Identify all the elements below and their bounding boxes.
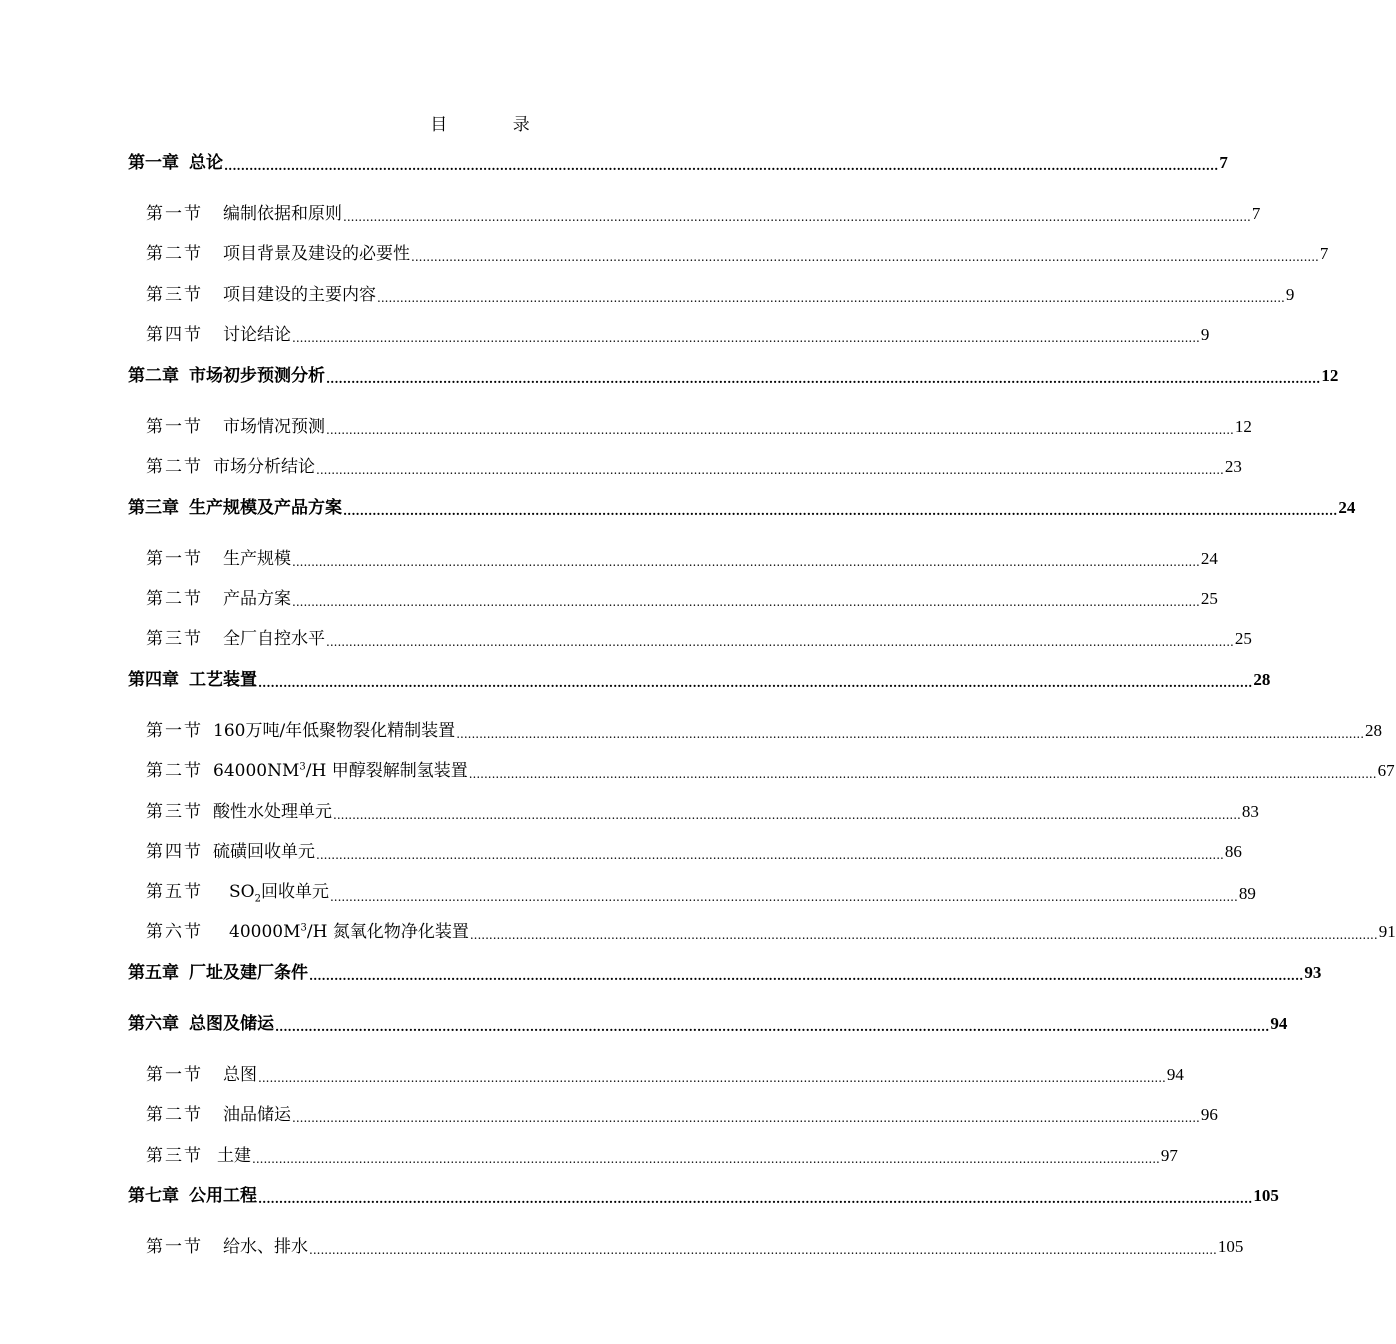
chapter-number: 第三章 [128,498,179,518]
section-number: 第一节 [146,417,203,437]
toc-chapter-1 [128,148,1228,173]
toc-chapter-3 [128,493,1356,518]
chapter-title: 总图及储运 [189,1014,274,1034]
page-number: 25 [1234,629,1252,648]
page-number: 89 [1238,884,1256,904]
leader-dots: .............................................................................................................................................................................................................................................. [292,331,1200,345]
section-title: 油品储运 [223,1105,291,1125]
page-number: 7 [1219,153,1228,172]
section-title: $64000NM^3/H$ 甲醇裂解制氢装置 [213,761,468,781]
section-number: 第二节 [146,244,203,264]
leader-dots: .............................................................................................................................................................................................................................................. [275,1020,1270,1034]
leader-dots: .............................................................................................................................................................................................................................................. [469,928,1378,942]
page-number: 96 [1200,1105,1218,1124]
page-number: 23 [1224,457,1242,476]
leader-dots: .............................................................................................................................................................................................................................................. [326,635,1234,649]
section-title: 酸性水处理单元 [213,802,332,822]
page-number: 7 [1251,204,1261,223]
page-number: 9 [1285,285,1295,304]
section-number: 第二节 [146,1105,203,1125]
page-number: 24 [1200,549,1218,568]
toc-chapter-7 [128,1181,1279,1206]
section-title: 项目背景及建设的必要性 [223,244,410,264]
toc-section [146,280,1295,305]
chapter-title: 总论 [189,153,223,173]
leader-dots: .............................................................................................................................................................................................................................................. [326,372,1321,386]
toc-section [146,1100,1218,1125]
page-number: 93 [1304,963,1322,982]
section-number: 第一节 [146,549,203,569]
toc-section [146,320,1210,345]
section-number: 第五节 [146,882,203,902]
leader-dots: .............................................................................................................................................................................................................................................. [343,210,1251,224]
section-number: 第一节 [146,204,203,224]
leader-dots: .............................................................................................................................................................................................................................................. [468,767,1377,781]
leader-dots: .............................................................................................................................................................................................................................................. [258,1192,1253,1206]
page-number: 105 [1253,1186,1279,1205]
toc-section [146,716,1383,741]
chapter-number: 第七章 [128,1186,179,1206]
toc-section [146,239,1329,264]
section-title: 项目建设的主要内容 [223,285,376,305]
section-number: 第三节 [146,629,203,649]
toc-title: 目 录 [430,115,560,135]
toc-section [146,797,1259,822]
chapter-title: 市场初步预测分析 [189,366,325,386]
chapter-title: 厂址及建厂条件 [189,963,308,983]
toc-chapter-5 [128,958,1322,983]
section-number: 第四节 [146,325,203,345]
leader-dots: .............................................................................................................................................................................................................................................. [309,969,1304,983]
page-number: 94 [1270,1014,1288,1033]
leader-dots: .............................................................................................................................................................................................................................................. [456,727,1365,741]
leader-dots: .............................................................................................................................................................................................................................................. [252,1152,1160,1166]
chapter-title: 工艺装置 [189,670,257,690]
section-title: 生产规模 [223,549,291,569]
leader-dots: .............................................................................................................................................................................................................................................. [329,890,1238,905]
leader-dots: .............................................................................................................................................................................................................................................. [292,555,1200,569]
section-title: 市场情况预测 [223,417,325,437]
section-title: 硫磺回收单元 [213,842,315,862]
toc-section [146,917,1396,942]
section-number: 第六节 [146,922,203,942]
leader-dots: .............................................................................................................................................................................................................................................. [411,250,1319,264]
chapter-title: 公用工程 [189,1186,257,1206]
toc-section [146,584,1218,609]
section-title: 160万吨/年低聚物裂化精制装置 [213,721,456,741]
page-number: 67 [1377,761,1395,780]
section-title: 土建 [217,1146,251,1166]
toc-section [146,837,1242,862]
chapter-number: 第五章 [128,963,179,983]
page-number: 105 [1217,1237,1244,1256]
leader-dots: .............................................................................................................................................................................................................................................. [316,848,1224,862]
leader-dots: .............................................................................................................................................................................................................................................. [224,159,1219,173]
section-number: 第一节 [146,721,203,741]
leader-dots: .............................................................................................................................................................................................................................................. [316,463,1224,477]
toc-section [146,1060,1184,1085]
page-number: 28 [1365,721,1383,740]
chapter-number: 第一章 [128,153,179,173]
toc-section [146,1141,1178,1166]
leader-dots: .............................................................................................................................................................................................................................................. [292,1111,1200,1125]
page-number: 91 [1378,922,1396,941]
page-number: 24 [1338,498,1356,517]
toc-section [146,624,1252,649]
toc-section [146,756,1395,781]
toc-section [146,199,1261,224]
page-number: 28 [1253,670,1271,689]
toc-section [146,1232,1244,1257]
page-number: 94 [1166,1065,1184,1084]
page-number: 12 [1321,366,1339,385]
toc-section [146,877,1256,905]
leader-dots: .............................................................................................................................................................................................................................................. [377,291,1285,305]
page-number: 97 [1160,1146,1178,1165]
section-title: 讨论结论 [223,325,291,345]
page-number: 12 [1234,417,1252,436]
toc-chapter-6 [128,1009,1288,1034]
chapter-number: 第二章 [128,366,179,386]
section-title: 全厂自控水平 [223,629,325,649]
toc-section [146,544,1218,569]
section-number: 第二节 [146,457,203,477]
section-number: 第三节 [146,285,203,305]
page-number: 86 [1224,842,1242,861]
page-number: 83 [1241,802,1259,821]
section-title: 给水、排水 [223,1237,308,1257]
section-title: 总图 [223,1065,257,1085]
section-number: 第三节 [146,1146,203,1166]
toc-chapter-4 [128,665,1271,690]
leader-dots: .............................................................................................................................................................................................................................................. [333,808,1241,822]
leader-dots: .............................................................................................................................................................................................................................................. [258,676,1253,690]
page-number: 9 [1200,325,1210,344]
section-number: 第二节 [146,761,203,781]
section-number: 第一节 [146,1065,203,1085]
page-number: 7 [1319,244,1329,263]
section-number: 第二节 [146,589,203,609]
section-number: 第四节 [146,842,203,862]
section-number: 第一节 [146,1237,203,1257]
section-title: 产品方案 [223,589,291,609]
page-number: 25 [1200,589,1218,608]
leader-dots: .............................................................................................................................................................................................................................................. [343,504,1338,518]
leader-dots: .............................................................................................................................................................................................................................................. [292,595,1200,609]
section-number: 第三节 [146,802,203,822]
chapter-number: 第四章 [128,670,179,690]
section-title: 市场分析结论 [213,457,315,477]
chapter-number: 第六章 [128,1014,179,1034]
leader-dots: .............................................................................................................................................................................................................................................. [309,1243,1217,1257]
toc-section [146,452,1242,477]
leader-dots: .............................................................................................................................................................................................................................................. [326,423,1234,437]
section-title: 编制依据和原则 [223,204,342,224]
section-title: $40000M^3/H$ 氮氧化物净化装置 [229,922,469,942]
leader-dots: .............................................................................................................................................................................................................................................. [258,1071,1166,1085]
toc-section [146,412,1252,437]
toc-chapter-2 [128,361,1339,386]
section-title: $SO_2$回收单元 [229,882,329,905]
chapter-title: 生产规模及产品方案 [189,498,342,518]
